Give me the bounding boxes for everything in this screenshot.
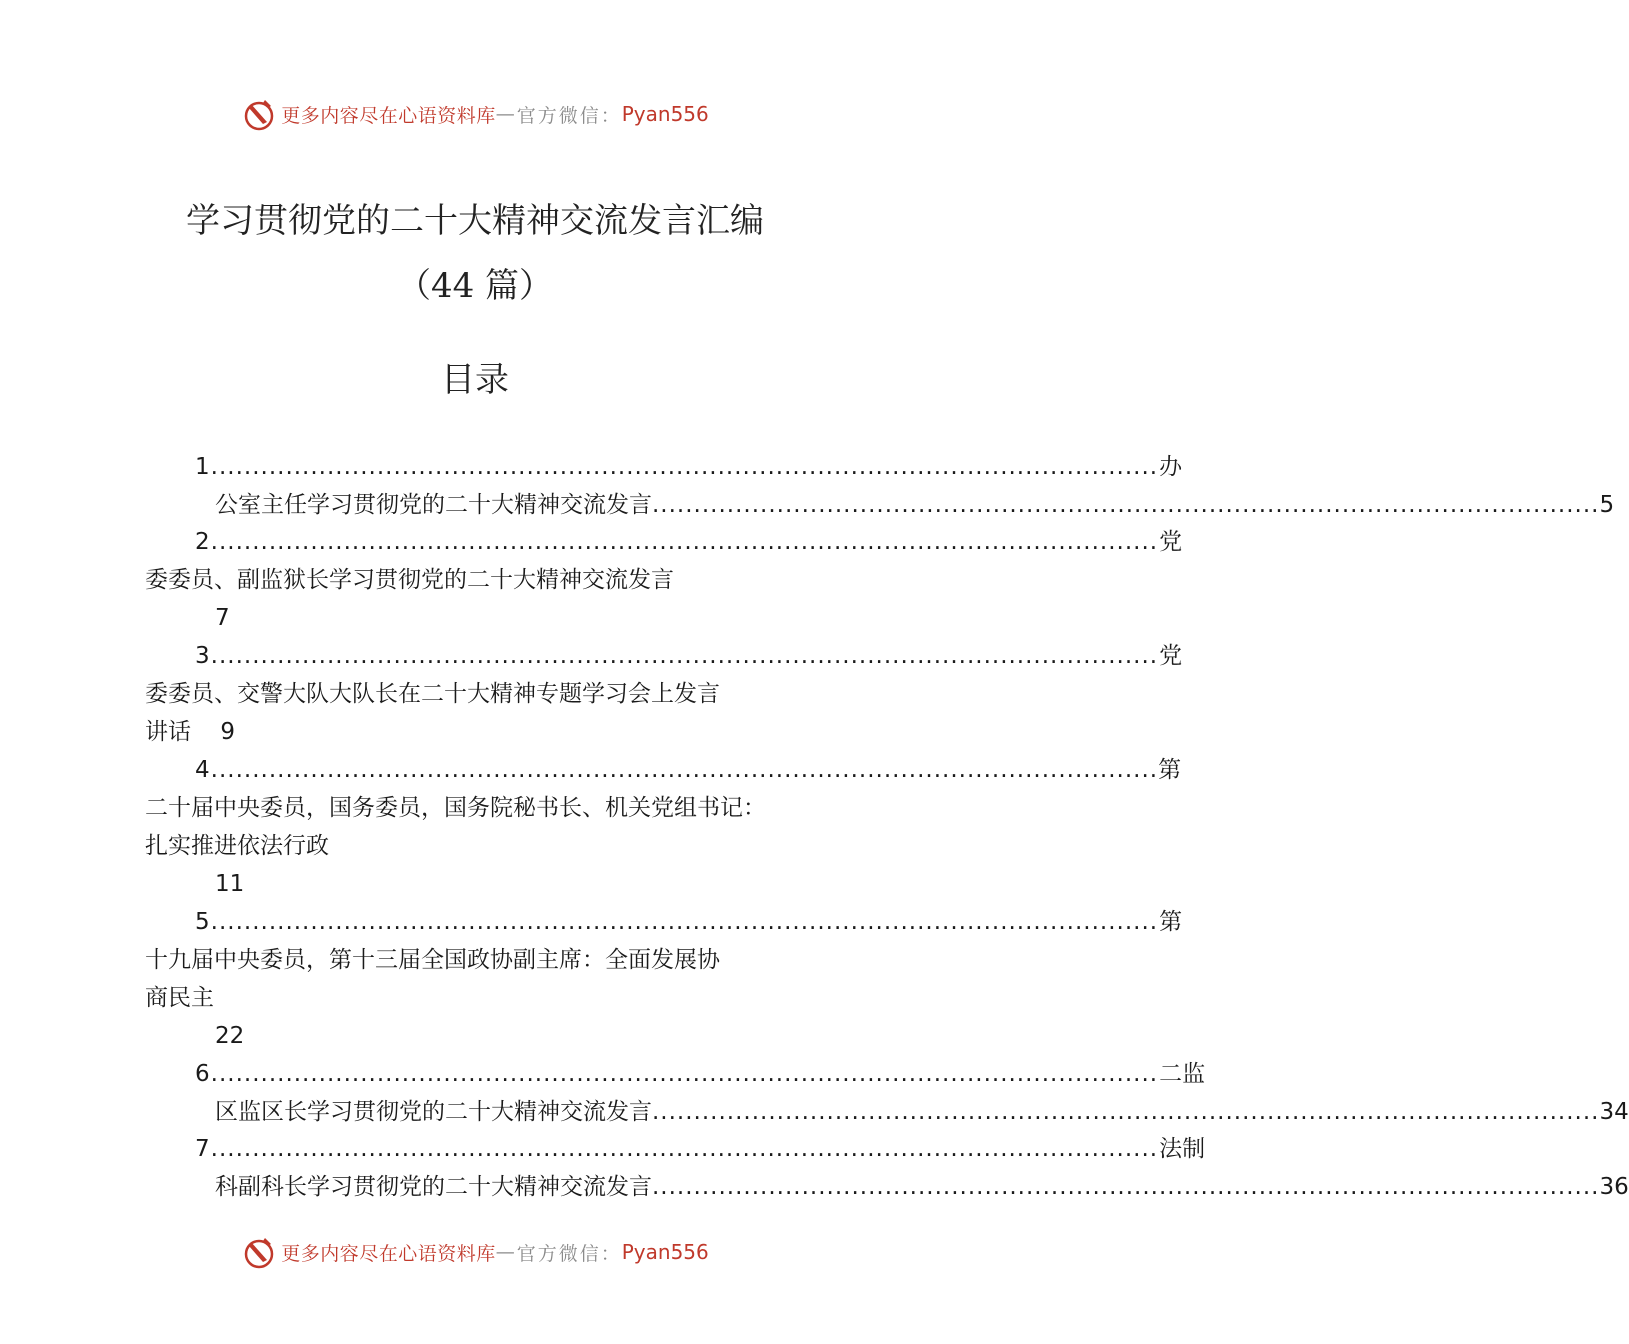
banner-wechat-label: 官方微信： (516, 1242, 622, 1265)
toc-head: 党 (1159, 643, 1183, 669)
toc-entry-4[interactable] (145, 751, 1182, 789)
toc-leader: .................................................................................................................. (652, 1099, 1600, 1125)
document-title: 学习贯彻党的二十大精神交流发言汇编 (186, 201, 764, 241)
toc-head: 二监 (1159, 1061, 1206, 1087)
toc-entry-7-cont[interactable] (145, 1168, 1629, 1205)
banner-text: 更多内容尽在心语资料库 (281, 104, 496, 127)
toc-text-cont: 讲话 (145, 719, 191, 745)
toc-text: 委委员、副监狱长学习贯彻党的二十大精神交流发言 (145, 567, 674, 593)
toc-text: 区监区长学习贯彻党的二十大精神交流发言 (215, 1099, 652, 1125)
toc-entry-5[interactable] (145, 903, 1183, 941)
toc-page: 36 (1599, 1174, 1629, 1200)
toc-text-line2 (145, 713, 835, 751)
banner-text: 更多内容尽在心语资料库 (281, 1242, 496, 1265)
toc-entry-6-cont[interactable] (145, 1093, 1629, 1130)
toc-text: 十九届中央委员，第十三届全国政协副主席：全面发展协 (145, 947, 720, 973)
toc-heading: 目录 (441, 360, 509, 400)
banner-wechat-label: 官方微信： (516, 104, 622, 127)
toc-page: 34 (1599, 1099, 1629, 1125)
toc-head: 第 (1158, 757, 1182, 783)
pen-logo-icon (241, 96, 277, 132)
toc-leader: .................................................................................................................. (210, 757, 1159, 783)
toc-entry-1[interactable] (145, 448, 1183, 486)
toc-number: 6 (195, 1061, 210, 1087)
toc-page: 9 (220, 719, 235, 745)
toc-page: 7 (215, 605, 230, 631)
toc-head: 第 (1159, 909, 1183, 935)
document-subtitle: （44 篇） (396, 266, 554, 306)
toc-page: 11 (215, 871, 245, 897)
toc-entry-7[interactable] (145, 1130, 1206, 1168)
toc-page: 5 (1599, 492, 1615, 518)
toc-leader: .................................................................................................................. (652, 492, 1600, 518)
footer-banner (0, 1232, 950, 1272)
toc-entry-1-cont[interactable] (145, 486, 1615, 523)
toc-entry-6[interactable] (145, 1055, 1206, 1093)
toc-number: 1 (195, 454, 210, 480)
toc-head: 党 (1159, 529, 1183, 555)
banner-dash: — (495, 103, 517, 125)
toc-leader: .................................................................................................................. (210, 454, 1159, 480)
toc-number: 2 (195, 529, 210, 555)
toc-number: 3 (195, 643, 210, 669)
toc-head: 法制 (1159, 1136, 1206, 1162)
banner-wechat-id: Pyan556 (621, 1240, 709, 1264)
toc-leader: .................................................................................................................. (210, 643, 1159, 669)
toc-entry-3[interactable] (145, 637, 1183, 675)
toc-number: 5 (195, 909, 210, 935)
toc-text: 二十届中央委员，国务委员，国务院秘书长、机关党组书记： (145, 795, 766, 821)
toc-leader: .................................................................................................................. (210, 529, 1159, 555)
toc-number: 7 (195, 1136, 210, 1162)
toc-text-cont: 商民主 (145, 985, 214, 1011)
toc-text: 委委员、交警大队大队长在二十大精神专题学习会上发言 (145, 681, 720, 707)
table-of-contents (145, 448, 1629, 1205)
toc-leader: .................................................................................................................. (652, 1174, 1600, 1200)
banner-dash: — (495, 1241, 517, 1263)
toc-leader: .................................................................................................................. (210, 1061, 1159, 1087)
toc-text-cont: 扎实推进依法行政 (145, 833, 329, 859)
header-banner (0, 94, 950, 134)
toc-page: 22 (215, 1023, 245, 1049)
toc-leader: .................................................................................................................. (210, 1136, 1159, 1162)
pen-logo-icon (241, 1234, 277, 1270)
toc-number: 4 (195, 757, 210, 783)
toc-head: 办 (1159, 454, 1183, 480)
toc-text: 公室主任学习贯彻党的二十大精神交流发言 (215, 492, 652, 518)
toc-leader: .................................................................................................................. (210, 909, 1159, 935)
toc-text: 科副科长学习贯彻党的二十大精神交流发言 (215, 1174, 652, 1200)
banner-wechat-id: Pyan556 (621, 102, 709, 126)
toc-entry-2[interactable] (145, 523, 1183, 561)
